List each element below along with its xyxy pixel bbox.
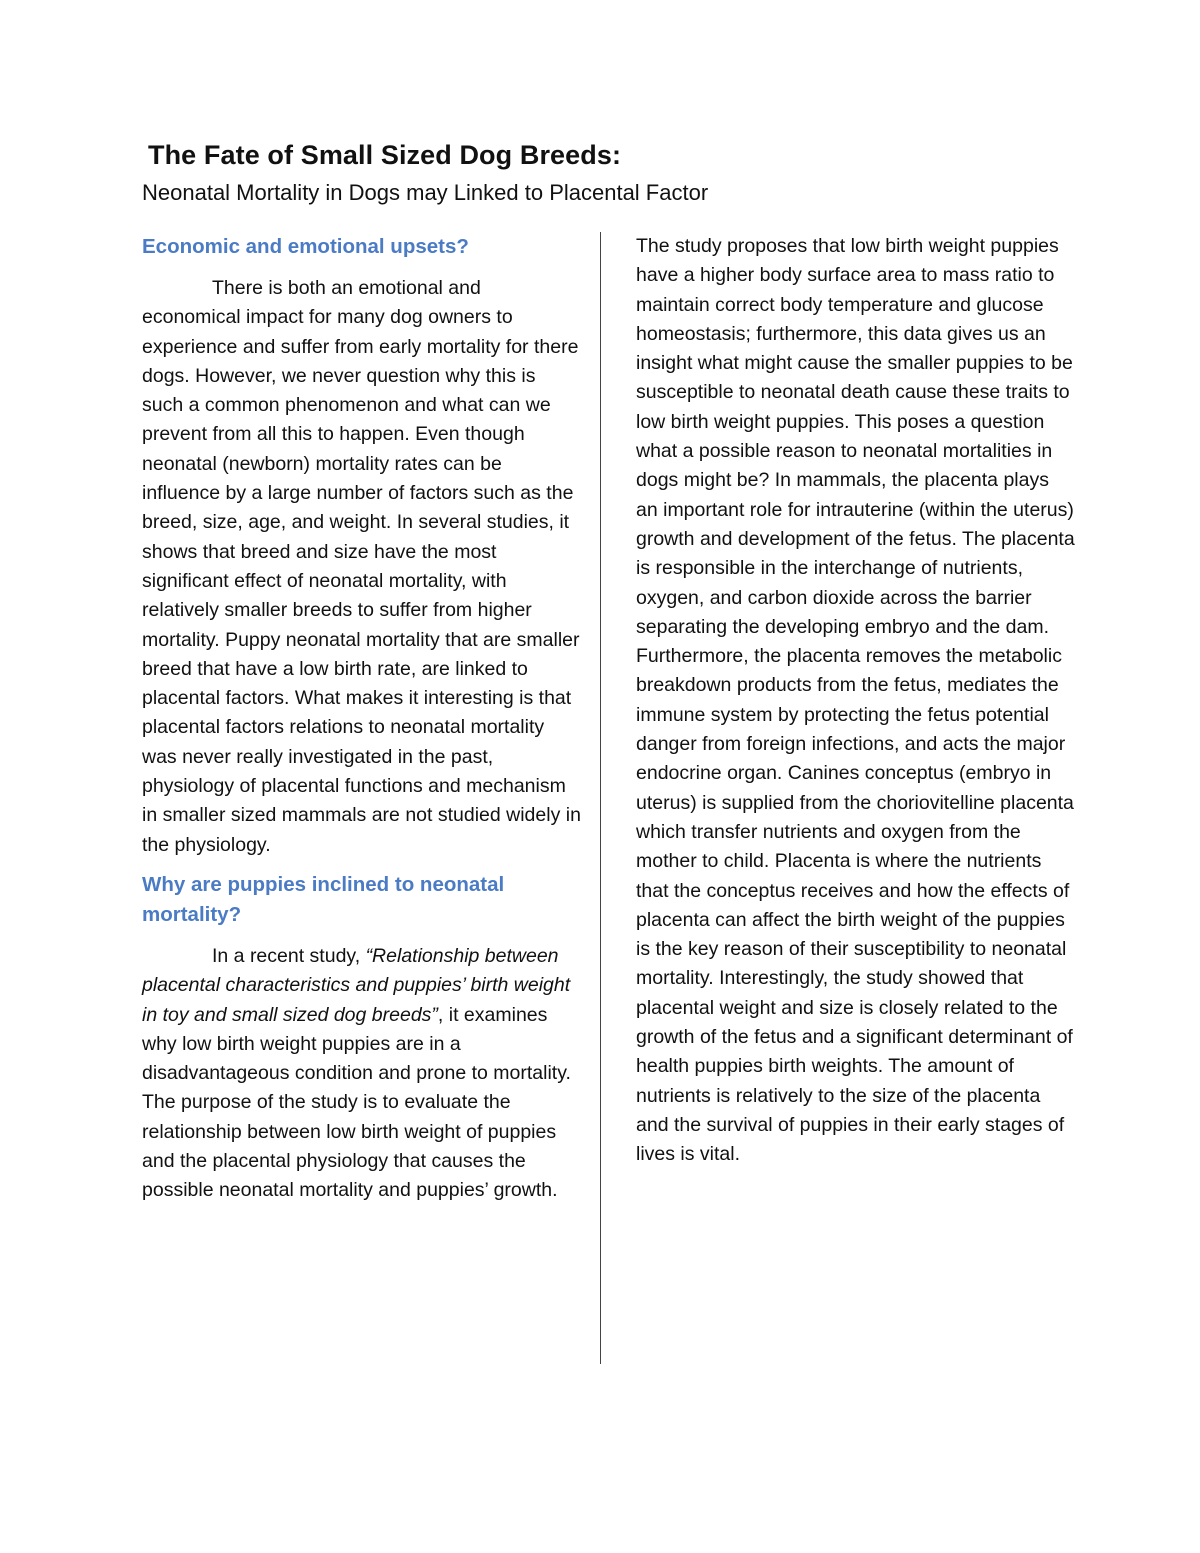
right-column xyxy=(636,232,1076,1170)
study-intro-text: In a recent study, xyxy=(212,944,366,967)
section-paragraph-economic: There is both an emotional and economical impact for many dog owners to experience and suffer from early mortality for there dogs. However, we never question why this is such a common phenomenon and what can we prevent from all this to happen. Even though neonatal (newborn) mortality rates can be influence by a large number of factors such as the breed, size, age, and weight. In several studies, it shows that breed and size have the most significant effect of neonatal mortality, with relatively smaller breeds to suffer from higher mortality. Puppy neonatal mortality that are smaller breed that have a low birth rate, are linked to placental factors. What makes it interesting is that placental factors relations to neonatal mortality was never really investigated in the past, physiology of placental functions and mechanism in smaller sized mammals are not studied widely in the physiology. xyxy=(142,277,581,856)
section-heading-puppies: Why are puppies inclined to neonatal mortality? xyxy=(142,872,505,926)
left-column xyxy=(142,232,582,1206)
article-title: The Fate of Small Sized Dog Breeds: xyxy=(148,140,622,170)
article-subtitle: Neonatal Mortality in Dogs may Linked to Placental Factor xyxy=(142,180,709,205)
column-divider xyxy=(600,232,601,1364)
right-column-paragraph: The study proposes that low birth weight puppies have a higher body surface area to mass ratio to maintain correct body temperature and glucose homeostasis; furthermore, this data gives us an insight what might cause the smaller puppies to be susceptible to neonatal death cause these traits to low birth weight puppies. This poses a question what a possible reason to neonatal mortalities in dogs might be? In mammals, the placenta plays an important role for intrauterine (within the uterus) growth and development of the fetus. The placenta is responsible in the interchange of nutrients, oxygen, and carbon dioxide across the barrier separating the developing embryo and the dam. Furthermore, the placenta removes the metabolic breakdown products from the fetus, mediates the immune system by protecting the fetus potential danger from foreign infections, and acts the major endocrine organ. Canines conceptus (embryo in uterus) is supplied from the choriovitelline placenta which transfer nutrients and oxygen from the mother to child. Placenta is where the nutrients that the conceptus receives and how the effects of placenta can affect the birth weight of the puppies is the key reason of their susceptibility to neonatal mortality. Interestingly, the study showed that placental weight and size is closely related to the growth of the fetus and a significant determinant of health puppies birth weights. The amount of nutrients is relatively to the size of the placenta and the survival of puppies in their early stages of lives is vital. xyxy=(636,235,1075,1166)
study-body-text: , it examines why low birth weight puppies are in a disadvantageous condition and prone to mortality. The purpose of the study is to evaluate the relationship between low birth weight of puppies and the placental physiology that causes the possible neonatal mortality and puppies’ growth. xyxy=(142,1003,571,1202)
section-heading-economic: Economic and emotional upsets? xyxy=(142,235,469,258)
section-paragraph-study xyxy=(142,942,582,1206)
study-title-citation: “Relationship between placental characteristics and puppies’ birth weight in toy and small sized dog breeds” xyxy=(142,944,571,1026)
